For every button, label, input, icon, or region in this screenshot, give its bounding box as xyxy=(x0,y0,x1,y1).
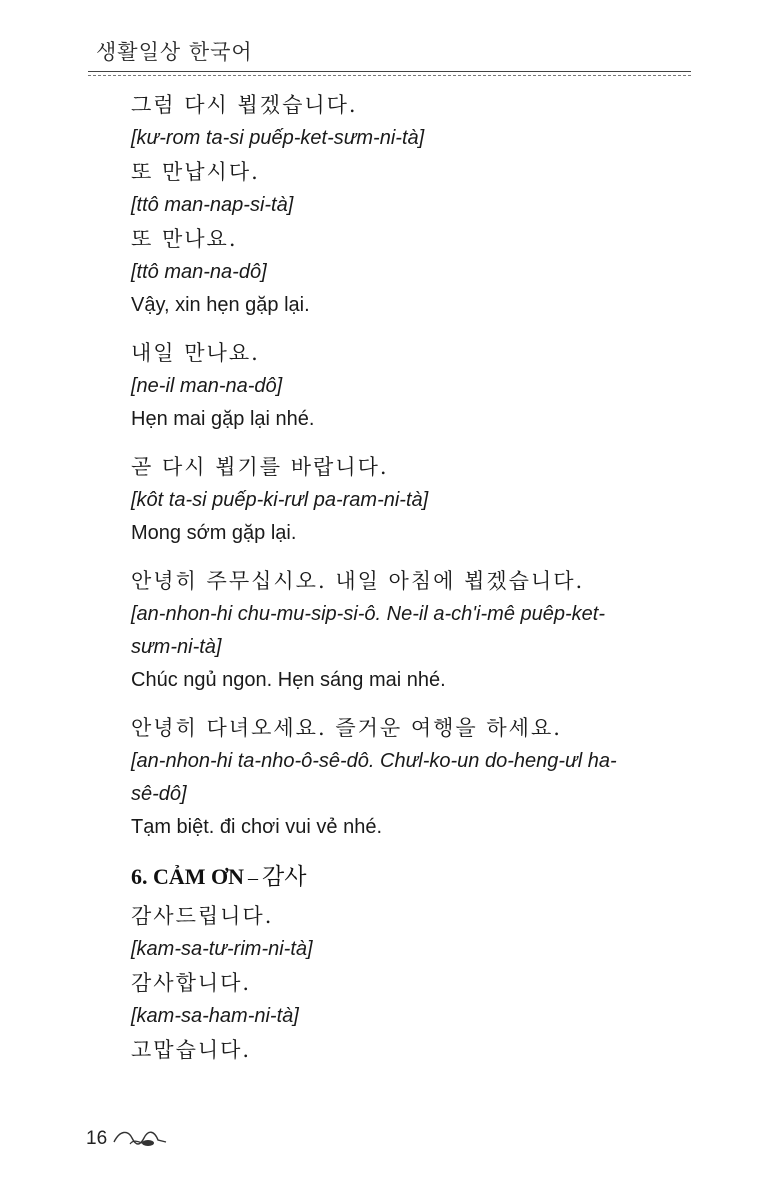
romanization: [kôt ta-si puếp-ki-rưl pa-ram-ni-tà] xyxy=(131,489,429,511)
korean-phrase: 또 만납시다. xyxy=(131,160,260,184)
romanization: sê-dô] xyxy=(131,783,187,805)
korean-phrase: 감사합니다. xyxy=(131,971,252,995)
header-rule-secondary xyxy=(88,75,691,76)
page-number: 16 xyxy=(86,1128,108,1149)
romanization: [kam-sa-tư-rim-ni-tà] xyxy=(131,938,313,960)
phrase-block xyxy=(131,711,701,844)
vietnamese-translation: Tạm biệt. đi chơi vui vẻ nhé. xyxy=(131,816,383,838)
korean-phrase: 안녕히 다녀오세요. 즐거운 여행을 하세요. xyxy=(131,716,562,740)
korean-phrase: 내일 만나요. xyxy=(131,341,260,365)
vietnamese-translation: Vậy, xin hẹn gặp lại. xyxy=(131,294,310,316)
korean-phrase: 고맙습니다. xyxy=(131,1038,252,1062)
section-heading xyxy=(131,858,701,891)
vietnamese-translation: Mong sớm gặp lại. xyxy=(131,522,297,544)
section-heading-dash: – xyxy=(248,867,259,889)
phrase-block xyxy=(131,450,701,550)
romanization: [kam-sa-ham-ni-tà] xyxy=(131,1005,299,1027)
vietnamese-translation: Chúc ngủ ngon. Hẹn sáng mai nhé. xyxy=(131,669,446,691)
section-phrase-block xyxy=(131,899,701,1067)
korean-phrase: 안녕히 주무십시오. 내일 아침에 뵙겠습니다. xyxy=(131,569,585,593)
romanization: sưm-ni-tà] xyxy=(131,636,222,658)
romanization: [ttô man-na-dô] xyxy=(131,261,267,283)
romanization: [an-nhon-hi ta-nho-ô-sê-dô. Chưl-ko-un do-heng-ưl ha- xyxy=(131,750,617,772)
phrase-block xyxy=(131,88,701,322)
section-heading-korean: 감사 xyxy=(262,864,307,890)
phrase-blocks xyxy=(131,88,701,844)
romanization: [ttô man-nap-si-tà] xyxy=(131,194,294,216)
korean-phrase: 또 만나요. xyxy=(131,227,238,251)
header-rule xyxy=(88,71,691,72)
running-header-title: 생활일상 한국어 xyxy=(96,40,253,64)
korean-phrase: 그럼 다시 뵙겠습니다. xyxy=(131,93,358,117)
romanization: [ne-il man-na-dô] xyxy=(131,375,283,397)
romanization: [kư-rom ta-si puếp-ket-sưm-ni-tà] xyxy=(131,127,425,149)
romanization: [an-nhon-hi chu-mu-sip-si-ô. Ne-il a-ch'i-mê puêp-ket- xyxy=(131,603,605,625)
section-heading-vietnamese: 6. CẢM ƠN xyxy=(131,864,245,889)
korean-phrase: 곧 다시 뵙기를 바랍니다. xyxy=(131,455,389,479)
page-content xyxy=(131,88,701,1081)
decorative-scribble-icon xyxy=(110,1124,170,1150)
korean-phrase: 감사드립니다. xyxy=(131,904,274,928)
vietnamese-translation: Hẹn mai gặp lại nhé. xyxy=(131,408,315,430)
phrase-block xyxy=(131,336,701,436)
phrase-block xyxy=(131,564,701,697)
